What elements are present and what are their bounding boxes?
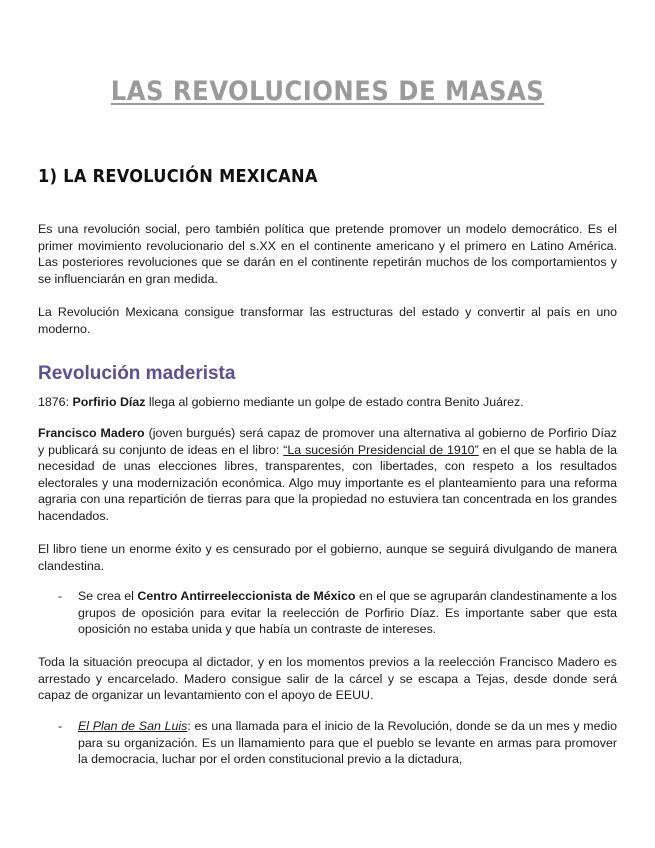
porfirio-name: Porfirio Díaz — [72, 395, 146, 409]
paragraph-madero-text-1: (joven burgués) será capaz de promover una alternativa al gobierno de Porfirio Díaz y publicará su conjunto de ideas en el libro: — [38, 426, 618, 457]
bullet-dash: - — [58, 589, 63, 603]
bullet-text: Se crea el Centro Antirreeleccionista de México en el que se agruparán clandestinamente a los grupos de oposición para evitar la reelección de Porfirio Díaz. Es importante saber que esta oposición no estaba unida y que había un contraste de intereses. — [78, 589, 617, 636]
page-title: LAS REVOLUCIONES DE MASAS — [110, 76, 545, 107]
plan-san-luis: El Plan de San Luis — [78, 719, 188, 733]
book-title: “La sucesión Presidencial de 1910” — [283, 442, 479, 457]
intro-paragraph-2: La Revolución Mexicana consigue transformar las estructuras del estado y convertir al país en uno moderno. — [38, 305, 617, 336]
paragraph-libro: El libro tiene un enorme éxito y es censurado por el gobierno, aunque se seguirá divulgando de manera clandestina. — [38, 542, 617, 573]
paragraph-porfirio-text: llega al gobierno mediante un golpe de estado contra Benito Juárez. — [145, 395, 524, 409]
section-heading: 1) LA REVOLUCIÓN MEXICANA — [38, 166, 318, 187]
year-label: 1876: — [38, 395, 70, 409]
subheading-revolucion-maderista: Revolución maderista — [38, 363, 236, 384]
bullet-dash: - — [58, 719, 63, 733]
madero-name: Francisco Madero — [38, 426, 145, 440]
centro-name: Centro Antirreeleccionista de México — [137, 589, 356, 603]
paragraph-madero-text-2: en el que se habla de la necesidad de unas elecciones libres, transparentes, con libertades, con respeto a los resultados electorales y una modernización económica. Algo muy importante es el planteamiento para una reforma agraria con una repartición de tierras para que la propiedad no estuviera tan concentrada en los grandes hacendados. — [38, 442, 617, 523]
intro-paragraph-1: Es una revolución social, pero también política que pretende promover un modelo democrático. Es el primer movimiento revolucionario del s.XX en el continente americano y el primero en Latino América. Las posteriores revoluciones que se darán en el continente repetirán muchos de los comportamientos y se influenciarán en gran medida. — [38, 222, 617, 286]
paragraph-porfirio — [38, 394, 617, 411]
list-item — [58, 588, 617, 638]
bullet-text: El Plan de San Luis: es una llamada para el inicio de la Revolución, donde se da un mes y medio para su organización. Es un llamamiento para que el pueblo se levante en armas para promover la democracia, luchar por el orden constitucional previo a la dictadura, — [78, 719, 617, 766]
paragraph-dictador: Toda la situación preocupa al dictador, y en los momentos previos a la reelección Francisco Madero es arrestado y encarcelado. Madero consigue salir de la cárcel y se escapa a Tejas, desde donde será capaz de organizar un levantamiento con el apoyo de EEUU. — [38, 655, 617, 702]
paragraph-madero — [38, 425, 617, 524]
list-item — [58, 718, 617, 768]
